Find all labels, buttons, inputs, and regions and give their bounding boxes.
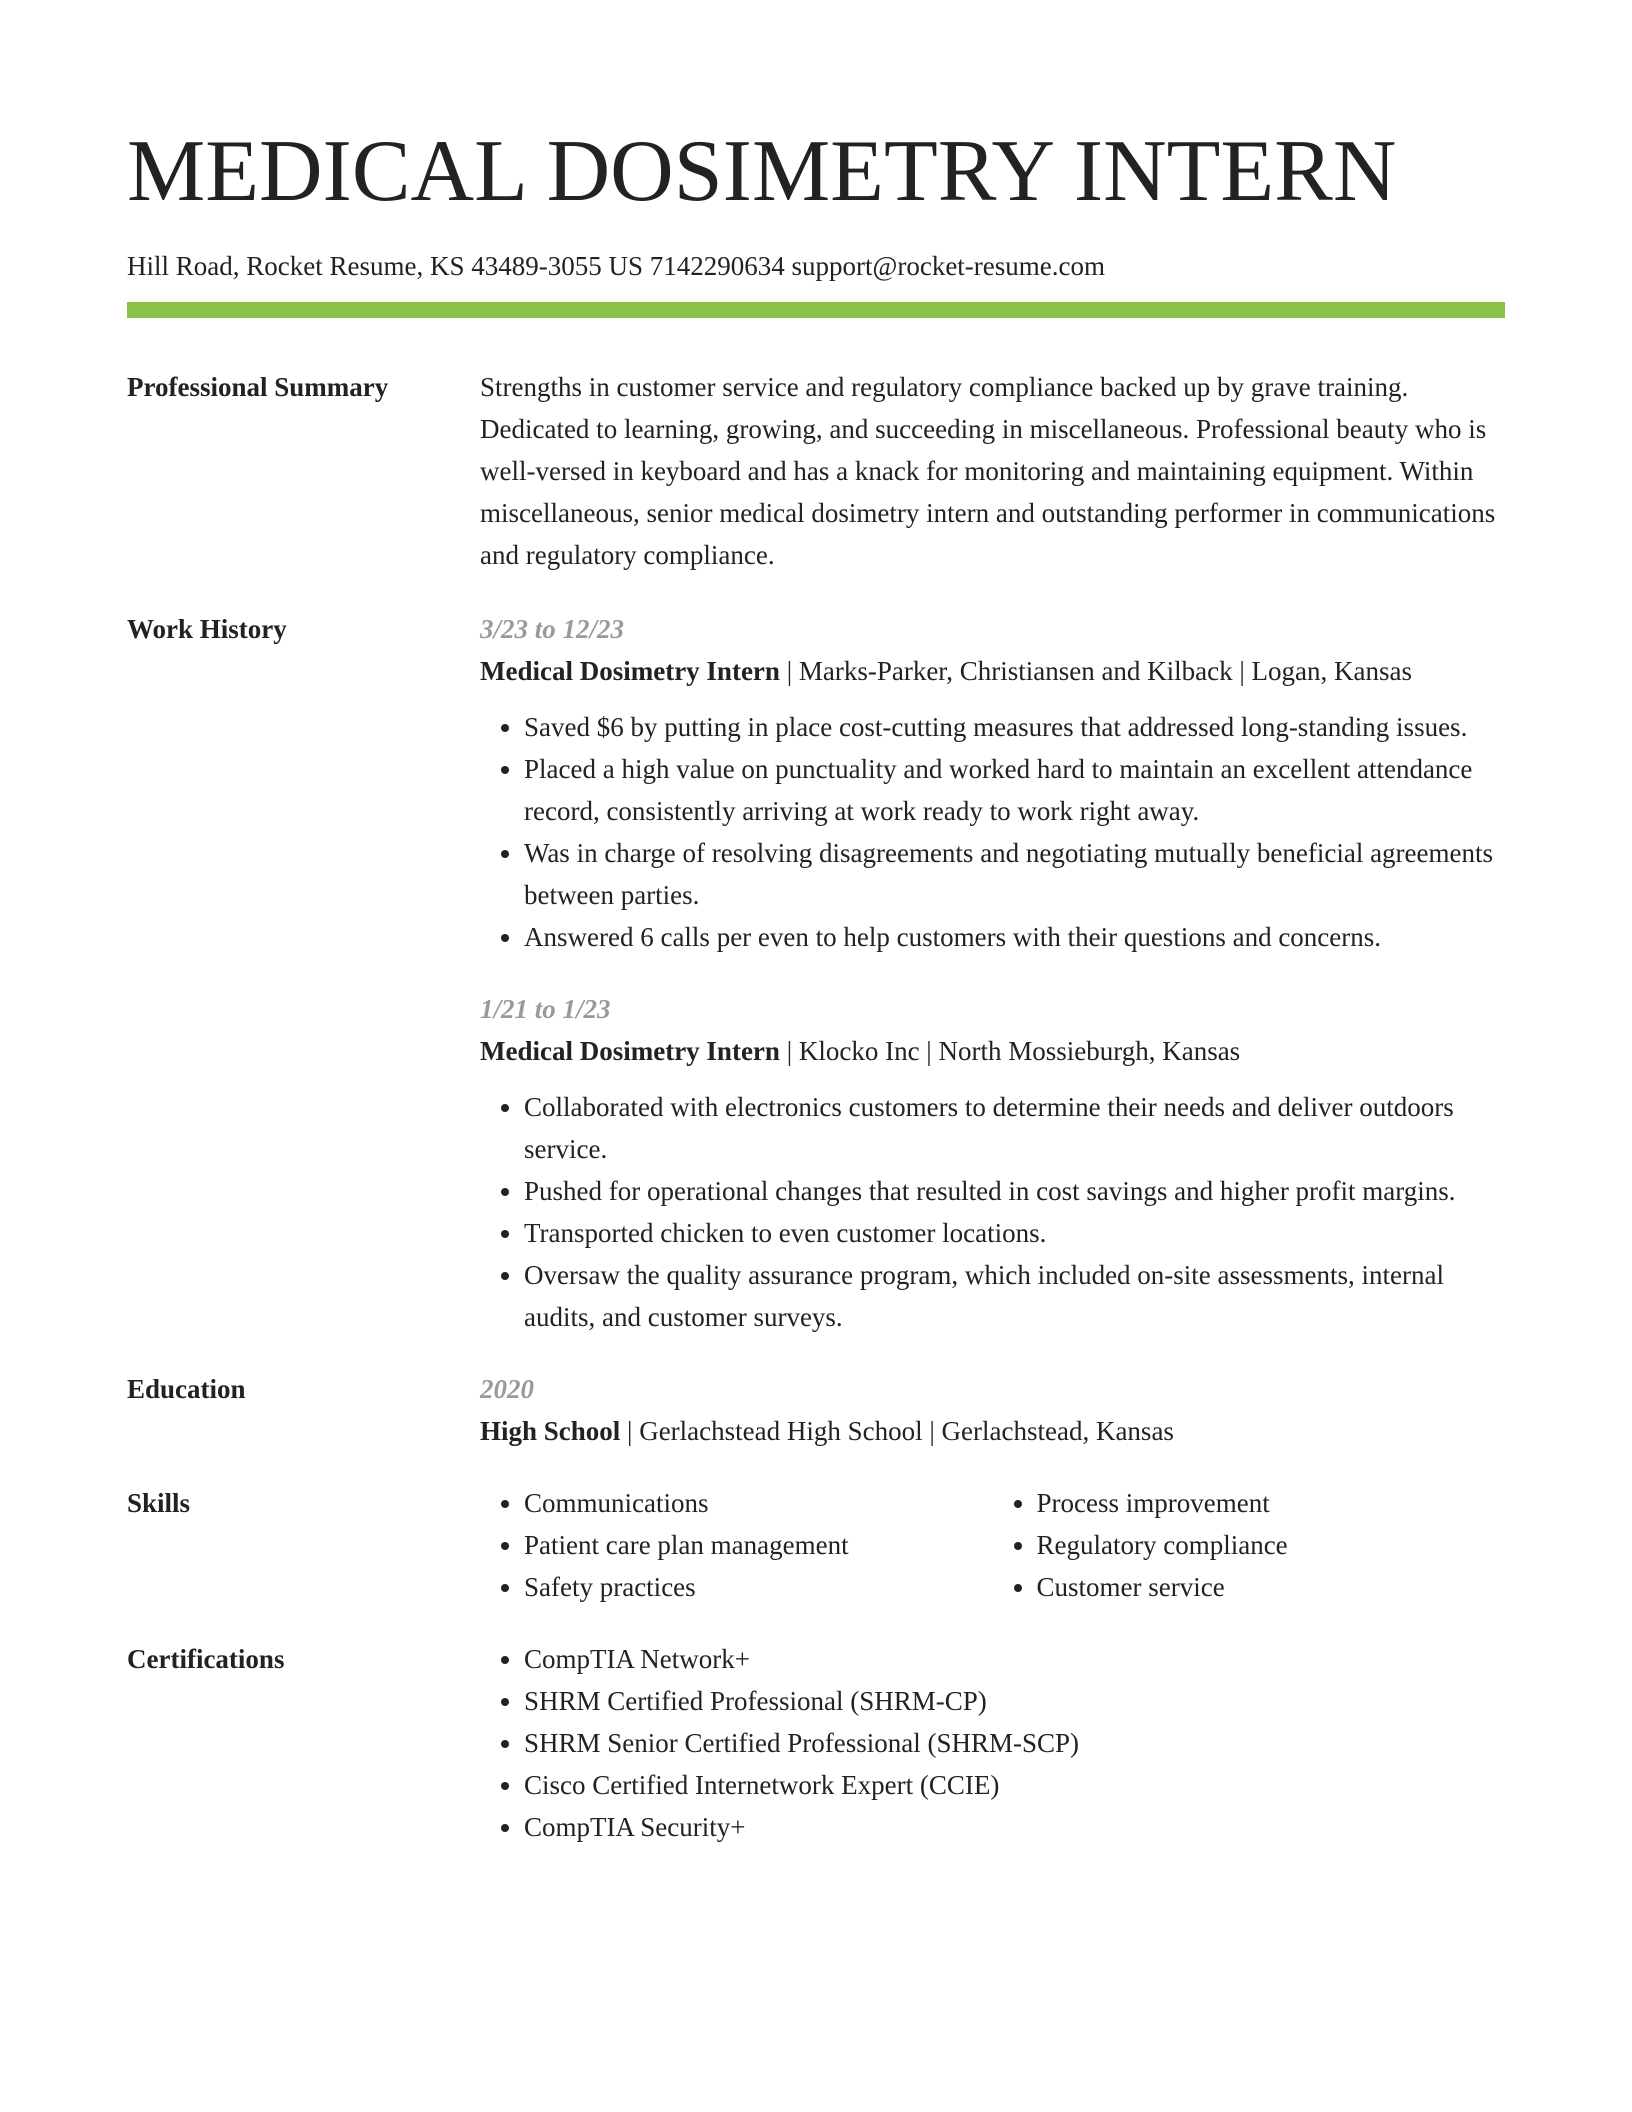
job-dates: 3/23 to 12/23 bbox=[480, 614, 625, 644]
summary-text: Strengths in customer service and regulatory compliance backed up by grave training. Dedicated to learning, growing, and succeeding in miscellaneous. Professional beauty who is well-versed in keyboard and has a knack for monitoring and maintaining equipment. Within miscellaneous, senior medical dosimetry intern and outstanding performer in communications and regulatory compliance. bbox=[480, 372, 1496, 570]
certification-item: • SHRM Certified Professional (SHRM-CP) bbox=[524, 1680, 1505, 1722]
job-entry bbox=[480, 988, 1505, 1338]
job-bullets bbox=[480, 706, 1505, 958]
education-label: Education bbox=[127, 1374, 246, 1404]
work-history-label: Work History bbox=[127, 614, 287, 644]
job-line bbox=[480, 650, 1505, 692]
summary-section bbox=[127, 366, 1505, 576]
certifications-section bbox=[127, 1638, 1505, 1848]
job-bullet: • Collaborated with electronics customers to determine their needs and deliver outdoors service. bbox=[524, 1086, 1505, 1170]
skill-item: • Customer service bbox=[1037, 1566, 1506, 1608]
skill-item: • Communications bbox=[524, 1482, 993, 1524]
job-title: Medical Dosimetry Intern bbox=[480, 1036, 780, 1066]
education-details: | Gerlachstead High School | Gerlachstead, Kansas bbox=[620, 1416, 1174, 1446]
certifications-body bbox=[480, 1638, 1505, 1848]
skills-list-left bbox=[480, 1482, 993, 1608]
certification-item: • CompTIA Security+ bbox=[524, 1806, 1505, 1848]
skill-item: • Regulatory compliance bbox=[1037, 1524, 1506, 1566]
skill-item: • Safety practices bbox=[524, 1566, 993, 1608]
education-degree: High School bbox=[480, 1416, 621, 1446]
job-bullet: • Pushed for operational changes that resulted in cost savings and higher profit margins. bbox=[524, 1170, 1505, 1212]
candidate-name: MEDICAL DOSIMETRY INTERN bbox=[127, 123, 1397, 220]
work-history-body bbox=[480, 608, 1505, 1338]
education-date: 2020 bbox=[480, 1374, 534, 1404]
contact-info: Hill Road, Rocket Resume, KS 43489-3055 US 7142290634 support@rocket-resume.com bbox=[127, 251, 1105, 281]
header-divider bbox=[127, 302, 1505, 318]
education-section bbox=[127, 1368, 1505, 1452]
job-bullet: • Transported chicken to even customer locations. bbox=[524, 1212, 1505, 1254]
certifications-label: Certifications bbox=[127, 1644, 285, 1674]
job-entry bbox=[480, 608, 1505, 958]
certifications-list bbox=[480, 1638, 1505, 1848]
job-dates: 1/21 to 1/23 bbox=[480, 994, 611, 1024]
job-bullet: • Saved $6 by putting in place cost-cutting measures that addressed long-standing issues. bbox=[524, 706, 1505, 748]
skills-body bbox=[480, 1482, 1505, 1608]
job-bullets bbox=[480, 1086, 1505, 1338]
skills-grid bbox=[480, 1482, 1505, 1608]
work-history-section bbox=[127, 608, 1505, 1338]
job-details: | Klocko Inc | North Mossieburgh, Kansas bbox=[779, 1036, 1241, 1066]
job-line bbox=[480, 1030, 1505, 1072]
summary-label: Professional Summary bbox=[127, 372, 389, 402]
skills-list-right bbox=[993, 1482, 1506, 1608]
job-title: Medical Dosimetry Intern bbox=[480, 656, 780, 686]
skill-item: • Patient care plan management bbox=[524, 1524, 993, 1566]
job-bullet: • Oversaw the quality assurance program, which included on-site assessments, internal audits, and customer surveys. bbox=[524, 1254, 1505, 1338]
certification-item: • CompTIA Network+ bbox=[524, 1638, 1505, 1680]
education-line bbox=[480, 1410, 1505, 1452]
skills-section bbox=[127, 1482, 1505, 1608]
skill-item: • Process improvement bbox=[1037, 1482, 1506, 1524]
certification-item: • SHRM Senior Certified Professional (SHRM-SCP) bbox=[524, 1722, 1505, 1764]
skills-label: Skills bbox=[127, 1488, 191, 1518]
job-details: | Marks-Parker, Christiansen and Kilback | Logan, Kansas bbox=[779, 656, 1413, 686]
job-bullet: • Answered 6 calls per even to help customers with their questions and concerns. bbox=[524, 916, 1505, 958]
education-body bbox=[480, 1368, 1505, 1452]
job-bullet: • Was in charge of resolving disagreements and negotiating mutually beneficial agreements between parties. bbox=[524, 832, 1505, 916]
certification-item: • Cisco Certified Internetwork Expert (CCIE) bbox=[524, 1764, 1505, 1806]
job-bullet: • Placed a high value on punctuality and worked hard to maintain an excellent attendance record, consistently arriving at work ready to work right away. bbox=[524, 748, 1505, 832]
